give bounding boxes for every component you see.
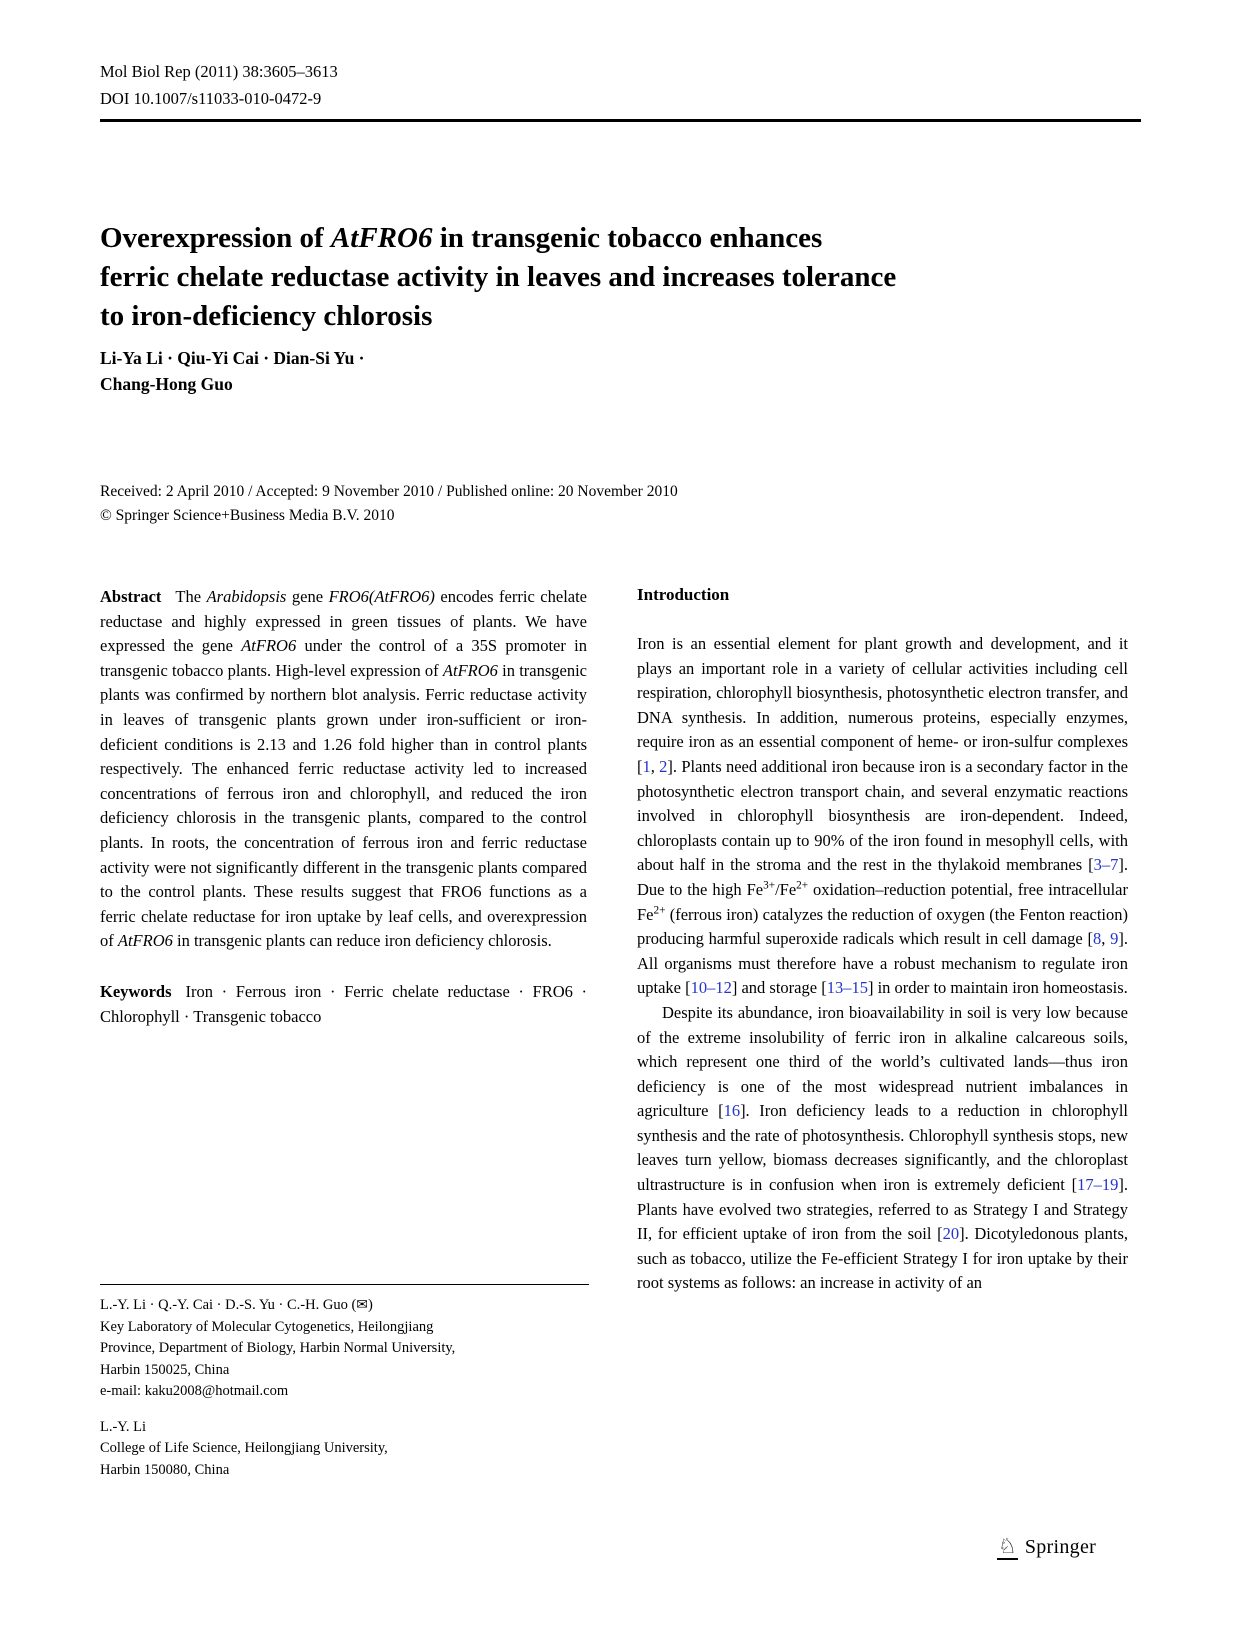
right-column	[637, 585, 1128, 1296]
citation-link[interactable]: 2	[659, 756, 668, 776]
citation-link[interactable]: 1	[642, 756, 651, 776]
keywords-heading: Keywords	[100, 981, 172, 1001]
springer-logo	[997, 1536, 1096, 1560]
abstract-text: The Arabidopsis gene FRO6(AtFRO6) encodes ferric chelate reductase and highly expressed in green tissues of plants. We have expressed the gene AtFRO6 under the control of a 35S promoter in transgenic tobacco plants. High-level expression of AtFRO6 in transgenic plants was confirmed by northern blot analysis. Ferric reductase activity in leaves of transgenic plants grown under iron-sufficient or iron-deficient conditions is 2.13 and 1.26 fold higher than in control plants respectively. The enhanced ferric reductase activity led to increased concentrations of ferrous iron and chlorophyll, and reduced the iron deficiency chlorosis in the transgenic plants, compared to the control plants. In roots, the concentration of ferrous iron and ferric reductase activity were not significantly different in the transgenic plants compared to the control plants. These results suggest that FRO6 functions as a ferric chelate reductase for iron uptake by leaf cells, and overexpression of AtFRO6 in transgenic plants can reduce iron deficiency chlorosis.	[100, 587, 588, 951]
citation-link[interactable]: 16	[723, 1101, 741, 1121]
author-affiliation: L.-Y. Li College of Life Science, Heilongjiang University, Harbin 150080, China	[100, 1418, 388, 1478]
citation-link[interactable]: 17–19	[1077, 1175, 1119, 1195]
journal-citation-line: Mol Biol Rep (2011) 38:3605–3613	[100, 62, 338, 81]
citation-link[interactable]: 8	[1093, 929, 1102, 949]
citation-link[interactable]: 10–12	[690, 978, 732, 998]
citation-link[interactable]: 13–15	[826, 978, 868, 998]
springer-wordmark: Springer	[1024, 1536, 1097, 1558]
article-title: Overexpression of AtFRO6 in transgenic tobacco enhances ferric chelate reductase activity in leaves and increases tolerance to iron-deficiency chlorosis	[100, 222, 897, 333]
correspondence-address: L.-Y. Li · Q.-Y. Cai · D.-S. Yu · C.-H. Guo (✉) Key Laboratory of Molecular Cytogenetics, Heilongjiang Province, Department of Biology, Harbin Normal University, Harbin 150025, China e-mail: kaku2008@hotmail.com	[100, 1297, 456, 1399]
keywords-text: Iron · Ferrous iron · Ferric chelate reductase · FRO6 · Chlorophyll · Transgenic tobacco	[100, 981, 587, 1026]
correspondence-footnote	[100, 1284, 589, 1495]
abstract-section	[100, 585, 587, 954]
copyright-line: © Springer Science+Business Media B.V. 2010	[100, 506, 395, 524]
introduction-heading: Introduction	[637, 585, 730, 604]
article-history	[100, 480, 678, 527]
citation-link[interactable]: 3–7	[1093, 855, 1119, 875]
left-column	[100, 585, 587, 1029]
header-rule	[100, 119, 1141, 122]
abstract-heading: Abstract	[100, 587, 162, 606]
received-accepted-line: Received: 2 April 2010 / Accepted: 9 November 2010 / Published online: 20 November 2010	[100, 483, 678, 500]
springer-horse-icon: ♘	[998, 1534, 1017, 1558]
footnote-rule	[100, 1284, 589, 1285]
doi-line: DOI 10.1007/s11033-010-0472-9	[100, 89, 322, 108]
introduction-paragraph: Despite its abundance, iron bioavailability in soil is very low because of the extreme insolubility of ferric iron in alkaline calcareous soils, which represent one third of the world’s cultivated lands—thus iron deficiency is one of the most widespread nutrient imbalances in agriculture [16]. Iron deficiency leads to a reduction in chlorophyll synthesis and the rate of photosynthesis. Chlorophyll synthesis stops, new leaves turn yellow, biomass decreases significantly, and the chloroplast ultrastructure is in confusion when iron is extremely deficient [17–19]. Plants have evolved two strategies, referred to as Strategy I and Strategy II, for efficient uptake of iron from the soil [20]. Dicotyledonous plants, such as tobacco, utilize the Fe-efficient Strategy I for iron uptake by their root systems as follows: an increase in activity of an	[637, 1002, 1128, 1293]
running-header	[100, 58, 338, 112]
citation-link[interactable]: 9	[1110, 929, 1119, 949]
keywords-section	[100, 980, 587, 1029]
author-list: Li-Ya Li · Qiu-Yi Cai · Dian-Si Yu · Chang-Hong Guo	[100, 348, 365, 394]
envelope-icon: ✉	[356, 1297, 369, 1313]
citation-link[interactable]: 20	[942, 1224, 960, 1244]
introduction-paragraph: Iron is an essential element for plant growth and development, and it plays an important role in a variety of cellular activities including cell respiration, chlorophyll biosynthesis, photosynthetic electron transfer, and DNA synthesis. In addition, numerous proteins, especially enzymes, require iron as an essential component of heme- or iron-sulfur complexes [1, 2]. Plants need additional iron because iron is a secondary factor in the photosynthetic electron transport chain, and several enzymatic reactions involved in chlorophyll biosynthesis are iron-dependent. Indeed, chloroplasts contain up to 90% of the iron found in mesophyll cells, with about half in the stroma and the rest in the thylakoid membranes [3–7]. Due to the high $Fe^{3+}/Fe^{2+}$ oxidation–reduction potential, free intracellular $Fe^{2+}$ (ferrous iron) catalyzes the reduction of oxygen (the Fenton reaction) producing harmful superoxide radicals which result in cell damage [8, 9]. All organisms must therefore have a robust mechanism to regulate iron uptake [10–12] and storage [13–15] in order to maintain iron homeostasis.	[637, 634, 1129, 998]
